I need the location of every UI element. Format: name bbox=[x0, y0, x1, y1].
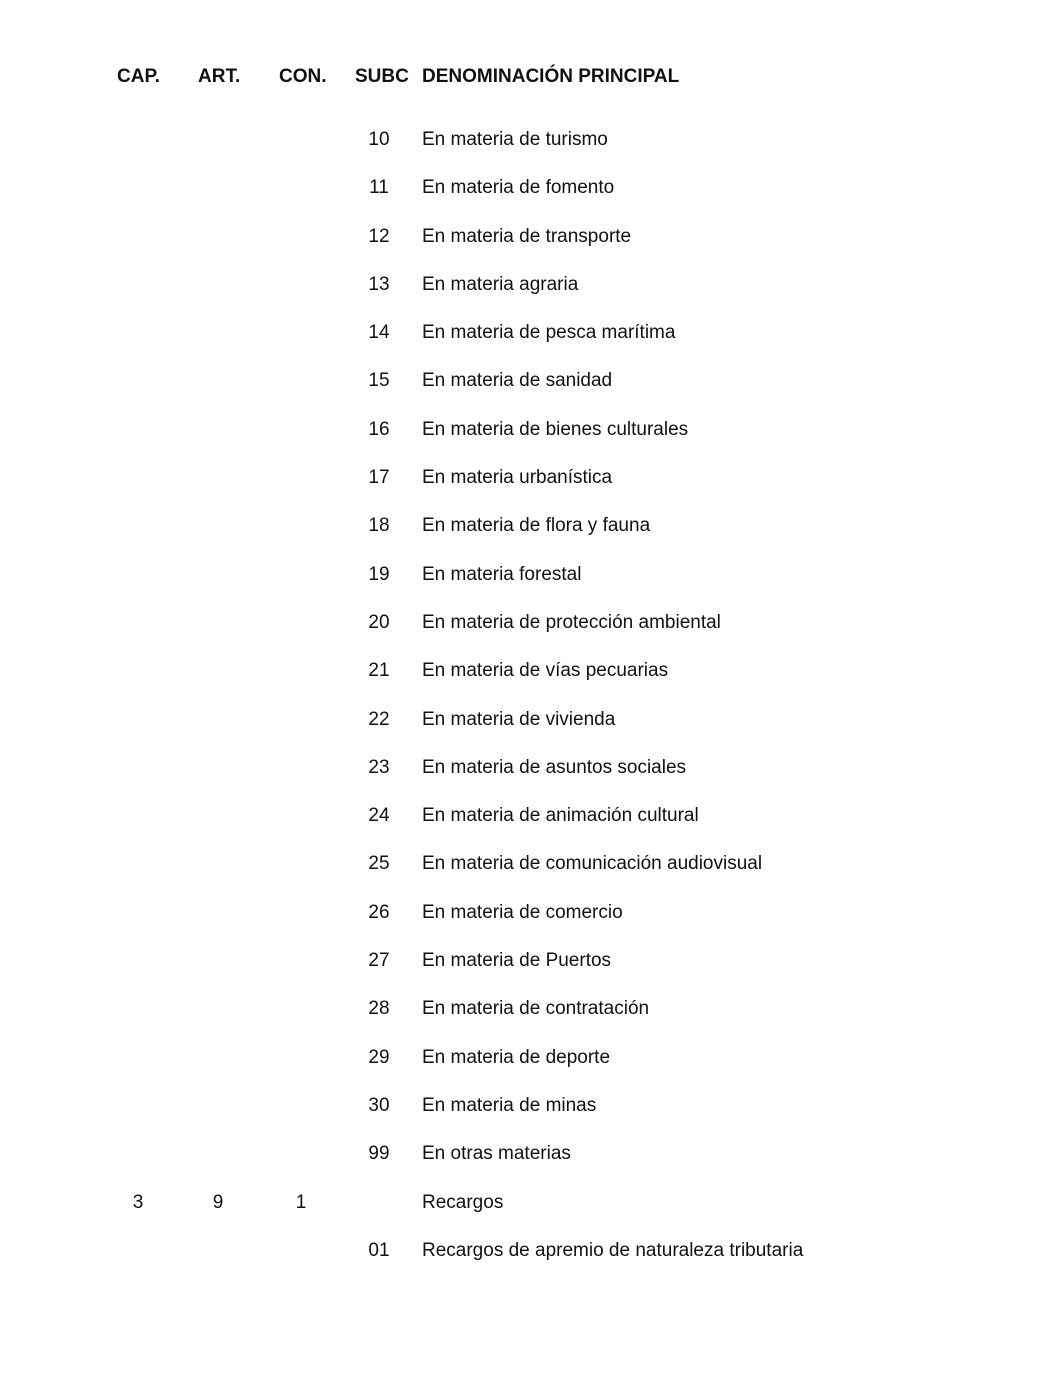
table-row bbox=[0, 126, 1058, 174]
cell-subc: 27 bbox=[368, 950, 390, 972]
table-row bbox=[0, 271, 1058, 319]
header-denominacion: DENOMINACIÓN PRINCIPAL bbox=[422, 66, 680, 87]
cell-subc: 16 bbox=[368, 418, 390, 440]
table-row bbox=[0, 609, 1058, 657]
cell-subc: 10 bbox=[368, 129, 390, 150]
cell-denominacion: En materia de bienes culturales bbox=[422, 418, 689, 440]
table-row bbox=[0, 464, 1058, 512]
cell-subc: 22 bbox=[368, 708, 390, 730]
cell-denominacion: Recargos de apremio de naturaleza tributaria bbox=[422, 1239, 804, 1261]
cell-subc: 99 bbox=[368, 1143, 390, 1165]
cell-denominacion: En materia de vivienda bbox=[422, 708, 616, 730]
cell-subc: 20 bbox=[368, 611, 390, 633]
cell-denominacion: En otras materias bbox=[422, 1143, 571, 1165]
cell-subc: 28 bbox=[368, 998, 390, 1020]
cell-subc: 14 bbox=[368, 322, 390, 344]
cell-subc: 19 bbox=[368, 563, 390, 585]
cell-denominacion: En materia de pesca marítima bbox=[422, 322, 676, 344]
table-row bbox=[0, 995, 1058, 1043]
header-cap: CAP. bbox=[117, 66, 160, 87]
cell-subc: 26 bbox=[368, 901, 390, 923]
table-row bbox=[0, 657, 1058, 705]
cell-cap: 3 bbox=[132, 1191, 144, 1213]
table-header bbox=[0, 66, 1058, 92]
table-row bbox=[0, 1044, 1058, 1092]
table-row bbox=[0, 850, 1058, 898]
table-row bbox=[0, 899, 1058, 947]
cell-denominacion: En materia de deporte bbox=[422, 1046, 611, 1068]
cell-denominacion: En materia de vías pecuarias bbox=[422, 660, 669, 682]
cell-art: 9 bbox=[212, 1191, 224, 1213]
table-row bbox=[0, 223, 1058, 271]
cell-denominacion: En materia de contratación bbox=[422, 998, 650, 1020]
table-row bbox=[0, 754, 1058, 802]
cell-denominacion: En materia de animación cultural bbox=[422, 805, 699, 827]
cell-subc: 17 bbox=[368, 467, 390, 489]
header-subc: SUBC bbox=[355, 66, 409, 87]
cell-denominacion: En materia de comunicación audiovisual bbox=[422, 853, 763, 875]
table-row bbox=[0, 947, 1058, 995]
cell-denominacion: En materia de Puertos bbox=[422, 950, 612, 972]
cell-subc: 21 bbox=[368, 660, 390, 682]
table-row bbox=[0, 416, 1058, 464]
cell-denominacion: En materia de sanidad bbox=[422, 370, 613, 392]
table-row bbox=[0, 561, 1058, 609]
table-row bbox=[0, 1189, 1058, 1237]
cell-denominacion: En materia urbanística bbox=[422, 467, 613, 489]
cell-denominacion: En materia de protección ambiental bbox=[422, 611, 721, 633]
table-body bbox=[0, 126, 1058, 1285]
table-row bbox=[0, 174, 1058, 222]
cell-denominacion: En materia de transporte bbox=[422, 225, 632, 247]
table-row bbox=[0, 512, 1058, 560]
cell-subc: 23 bbox=[368, 756, 390, 778]
cell-subc: 29 bbox=[368, 1046, 390, 1068]
cell-denominacion: En materia de flora y fauna bbox=[422, 515, 651, 537]
cell-subc: 30 bbox=[368, 1094, 390, 1116]
table-row bbox=[0, 367, 1058, 415]
cell-denominacion: En materia de turismo bbox=[422, 129, 608, 150]
cell-subc: 15 bbox=[368, 370, 390, 392]
table-row bbox=[0, 802, 1058, 850]
header-con: CON. bbox=[279, 66, 327, 87]
cell-denominacion: En materia agraria bbox=[422, 273, 579, 295]
table-row bbox=[0, 1140, 1058, 1188]
cell-denominacion: En materia de comercio bbox=[422, 901, 623, 923]
table-row bbox=[0, 1092, 1058, 1140]
cell-subc: 25 bbox=[368, 853, 390, 875]
header-art: ART. bbox=[198, 66, 241, 87]
table-row bbox=[0, 1237, 1058, 1285]
cell-denominacion: En materia de asuntos sociales bbox=[422, 756, 687, 778]
cell-denominacion: En materia de fomento bbox=[422, 177, 615, 199]
cell-denominacion: Recargos bbox=[422, 1191, 504, 1213]
cell-subc: 01 bbox=[368, 1239, 390, 1261]
cell-subc: 13 bbox=[368, 273, 390, 295]
cell-denominacion: En materia forestal bbox=[422, 563, 582, 585]
cell-subc: 11 bbox=[369, 177, 389, 199]
cell-con: 1 bbox=[295, 1191, 307, 1213]
cell-subc: 24 bbox=[368, 805, 390, 827]
cell-subc: 12 bbox=[368, 225, 390, 247]
table-row bbox=[0, 319, 1058, 367]
table-row bbox=[0, 706, 1058, 754]
cell-subc: 18 bbox=[368, 515, 390, 537]
cell-denominacion: En materia de minas bbox=[422, 1094, 597, 1116]
